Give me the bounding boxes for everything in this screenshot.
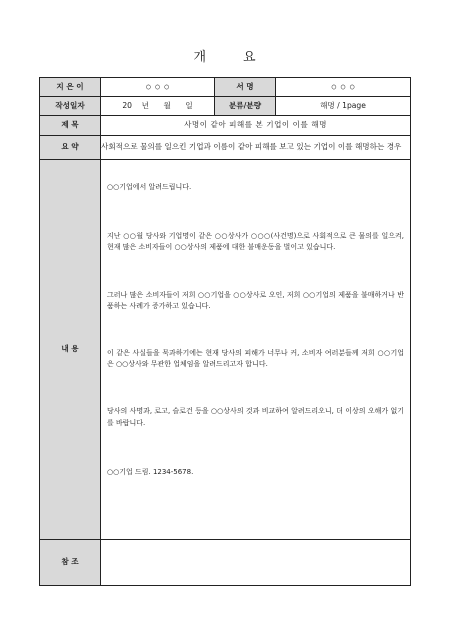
content-paragraph: ○○기업에서 알려드립니다. [107,183,192,191]
content-paragraph: ○○기업 드림. 1234-5678. [107,467,194,476]
content-paragraph: 지난 ○○월 당사와 기업명이 같은 ○○상사가 ○○○(사건명)으로 사회적으로 큰 물의를 일으켜, 현재 많은 소비자들이 ○○상사의 제품에 대한 불매운동을 벌이고 있습니다. [107,232,404,252]
subject-row [40,116,411,136]
date-label: 작성일자 [40,97,101,116]
author-value: ○ ○ ○ [101,78,215,97]
content-body [101,160,411,540]
subject-value: 사명이 같아 피해를 본 기업이 이를 해명 [101,116,411,136]
content-paragraph: 이 같은 사실들을 묵과하기에는 현재 당사의 피해가 너무나 커, 소비자 여러분들께 저희 ○○기업은 ○○상사와 무관한 업체임을 알려드리고자 합니다. [107,348,404,369]
page-title-char-2: 요 [243,50,257,65]
summary-label: 요 약 [40,136,101,160]
reference-label: 참 조 [40,540,101,586]
category-value: 해명 / 1page [276,97,411,116]
document-form-table [39,77,411,586]
subject-label: 제 목 [40,116,101,136]
date-year: 20 [122,100,132,110]
content-paragraph: 그러나 많은 소비자들이 저희 ○○기업을 ○○상사로 오인, 저희 ○○기업의 제품을 불매하거나 반품하는 사례가 증가하고 있습니다. [107,290,404,310]
signature-label: 서 명 [215,78,276,97]
reference-row [40,540,411,586]
summary-value: 사회적으로 물의를 일으킨 기업과 이름이 같아 피해를 보고 있는 기업이 이를 해명하는 경우 [101,136,411,160]
date-row [40,97,411,116]
signature-value: ○ ○ ○ [276,78,411,97]
author-row [40,78,411,97]
content-row [40,160,411,540]
content-paragraph: 당사의 사명과, 로고, 슬로건 등을 ○○상사의 것과 비교하여 알려드리오니, 더 이상의 오해가 없기를 바랍니다. [107,407,404,427]
summary-row [40,136,411,160]
page-title-char-1: 개 [193,50,207,65]
page-title [0,46,450,65]
date-year-unit: 년 [141,100,149,110]
category-label: 분류/분량 [215,97,276,116]
reference-value [101,540,411,586]
date-value [101,97,215,116]
author-label: 지 은 이 [40,78,101,97]
content-label: 내 용 [40,160,101,540]
date-month-unit: 월 [163,100,171,110]
date-day-unit: 일 [185,100,193,110]
